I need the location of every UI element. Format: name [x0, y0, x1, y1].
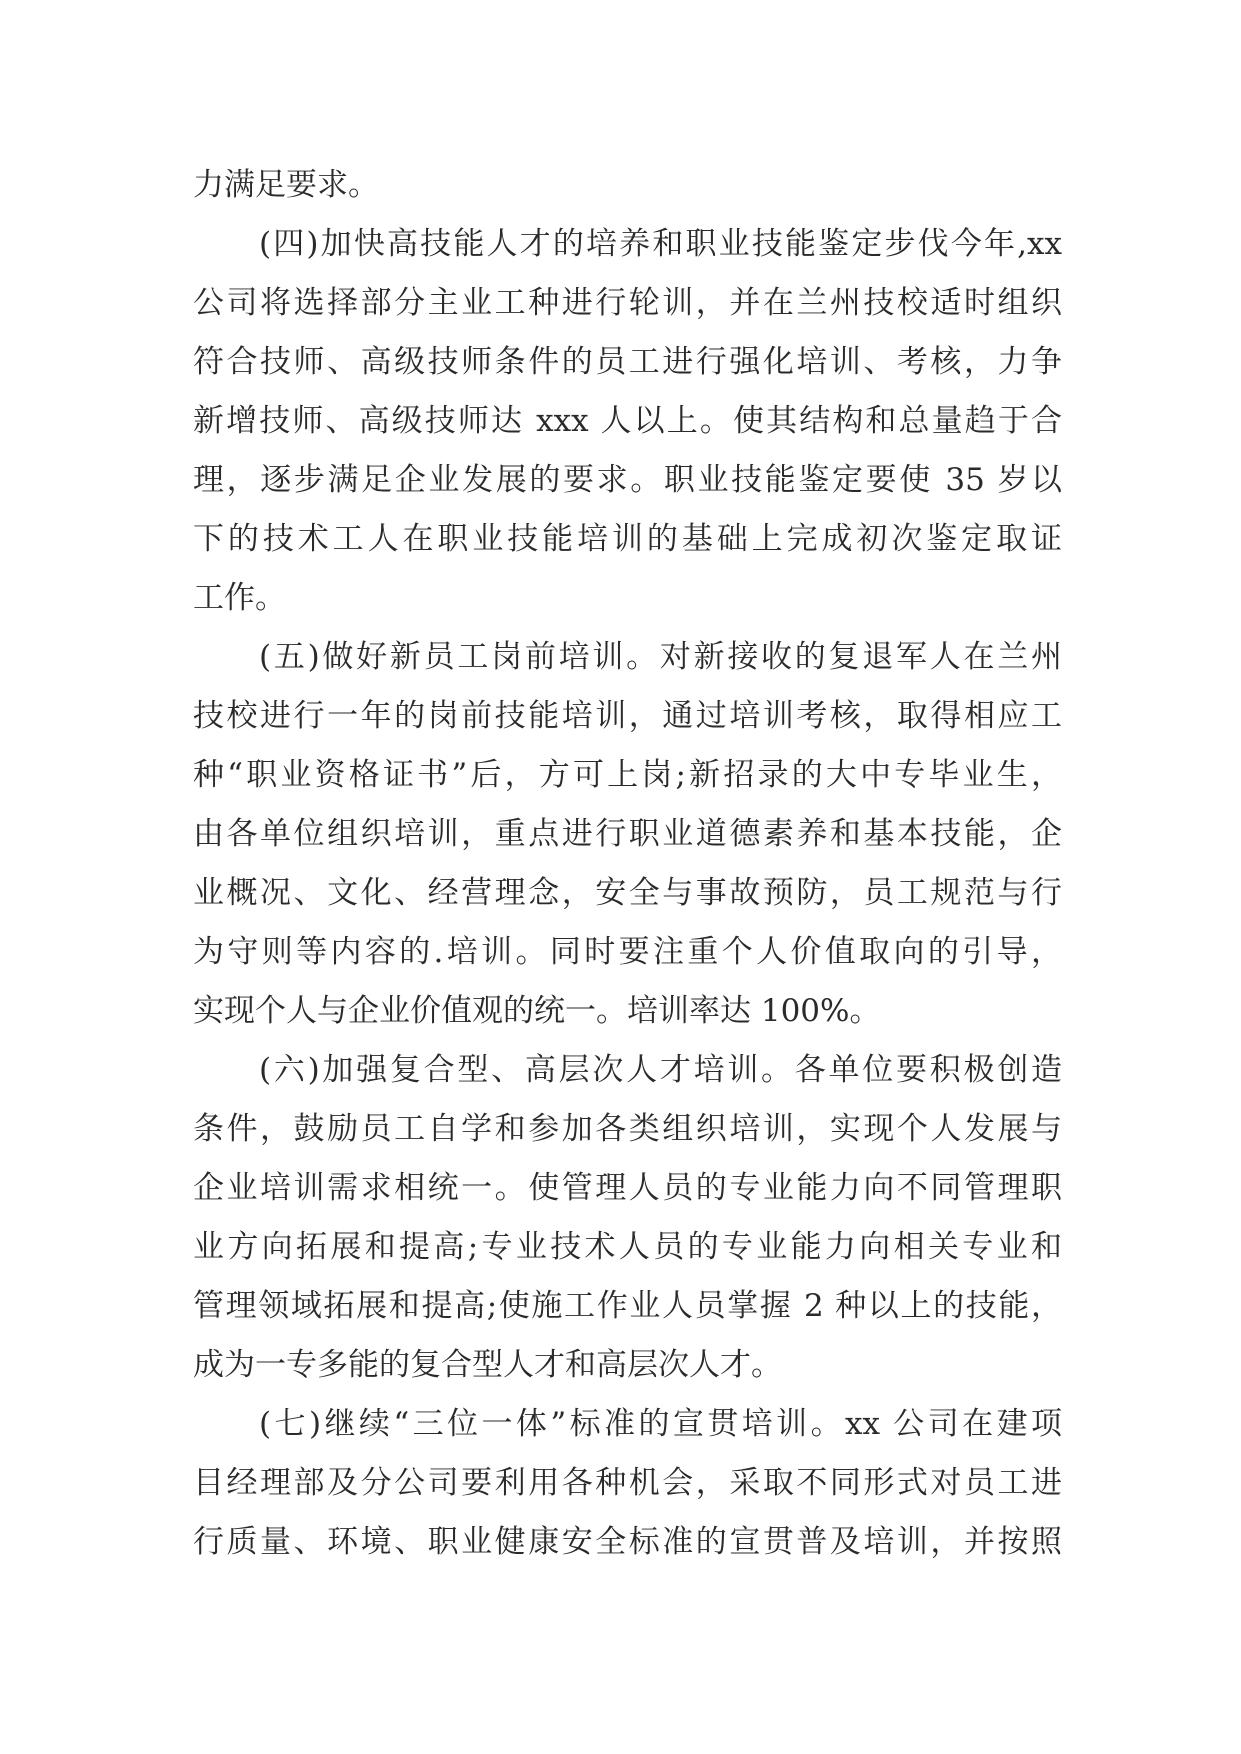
text-line: (六)加强复合型、高层次人才培训。各单位要积极创造	[259, 1052, 1062, 1088]
text-line: 新增技师、高级技师达 xxx 人以上。使其结构和总量趋于合	[193, 403, 1062, 439]
text-line: 种“职业资格证书”后，方可上岗;新招录的大中专毕业生，	[193, 757, 1062, 793]
text-line: (五)做好新员工岗前培训。对新接收的复退军人在兰州	[259, 639, 1062, 675]
text-line: 业概况、文化、经营理念，安全与事故预防，员工规范与行	[193, 875, 1062, 911]
text-line: 实现个人与企业价值观的统一。培训率达 100%。	[193, 993, 881, 1029]
text-line: 管理领域拓展和提高;使施工作业人员掌握 2 种以上的技能，	[193, 1288, 1062, 1324]
text-line: 符合技师、高级技师条件的员工进行强化培训、考核，力争	[193, 344, 1062, 380]
paragraph-4	[193, 215, 1062, 628]
paragraph-6	[193, 1041, 1062, 1395]
text-line: 理，逐步满足企业发展的要求。职业技能鉴定要使 35 岁以	[193, 462, 1062, 498]
text-line: 公司将选择部分主业工种进行轮训，并在兰州技校适时组织	[193, 285, 1062, 321]
document-body	[193, 156, 1062, 1572]
text-line: 成为一专多能的复合型人才和高层次人才。	[193, 1347, 782, 1383]
text-line: 企业培训需求相统一。使管理人员的专业能力向不同管理职	[193, 1170, 1062, 1206]
text-line: 为守则等内容的.培训。同时要注重个人价值取向的引导，	[193, 934, 1062, 970]
text-line: 工作。	[193, 580, 286, 616]
text-line: 技校进行一年的岗前技能培训，通过培训考核，取得相应工	[193, 698, 1062, 734]
text-line: (七)继续“三位一体”标准的宣贯培训。xx 公司在建项	[259, 1406, 1062, 1442]
text-line: 目经理部及分公司要利用各种机会，采取不同形式对员工进	[193, 1465, 1062, 1501]
text-line: 力满足要求。	[193, 167, 379, 203]
paragraph-continuation	[193, 156, 1062, 215]
paragraph-5	[193, 628, 1062, 1041]
text-line: (四)加快高技能人才的培养和职业技能鉴定步伐今年,xx	[259, 226, 1062, 262]
text-line: 下的技术工人在职业技能培训的基础上完成初次鉴定取证	[193, 521, 1062, 557]
text-line: 由各单位组织培训，重点进行职业道德素养和基本技能，企	[193, 816, 1062, 852]
paragraph-7	[193, 1395, 1062, 1572]
text-line: 行质量、环境、职业健康安全标准的宣贯普及培训，并按照	[193, 1524, 1062, 1560]
text-line: 条件，鼓励员工自学和参加各类组织培训，实现个人发展与	[193, 1111, 1062, 1147]
text-line: 业方向拓展和提高;专业技术人员的专业能力向相关专业和	[193, 1229, 1062, 1265]
